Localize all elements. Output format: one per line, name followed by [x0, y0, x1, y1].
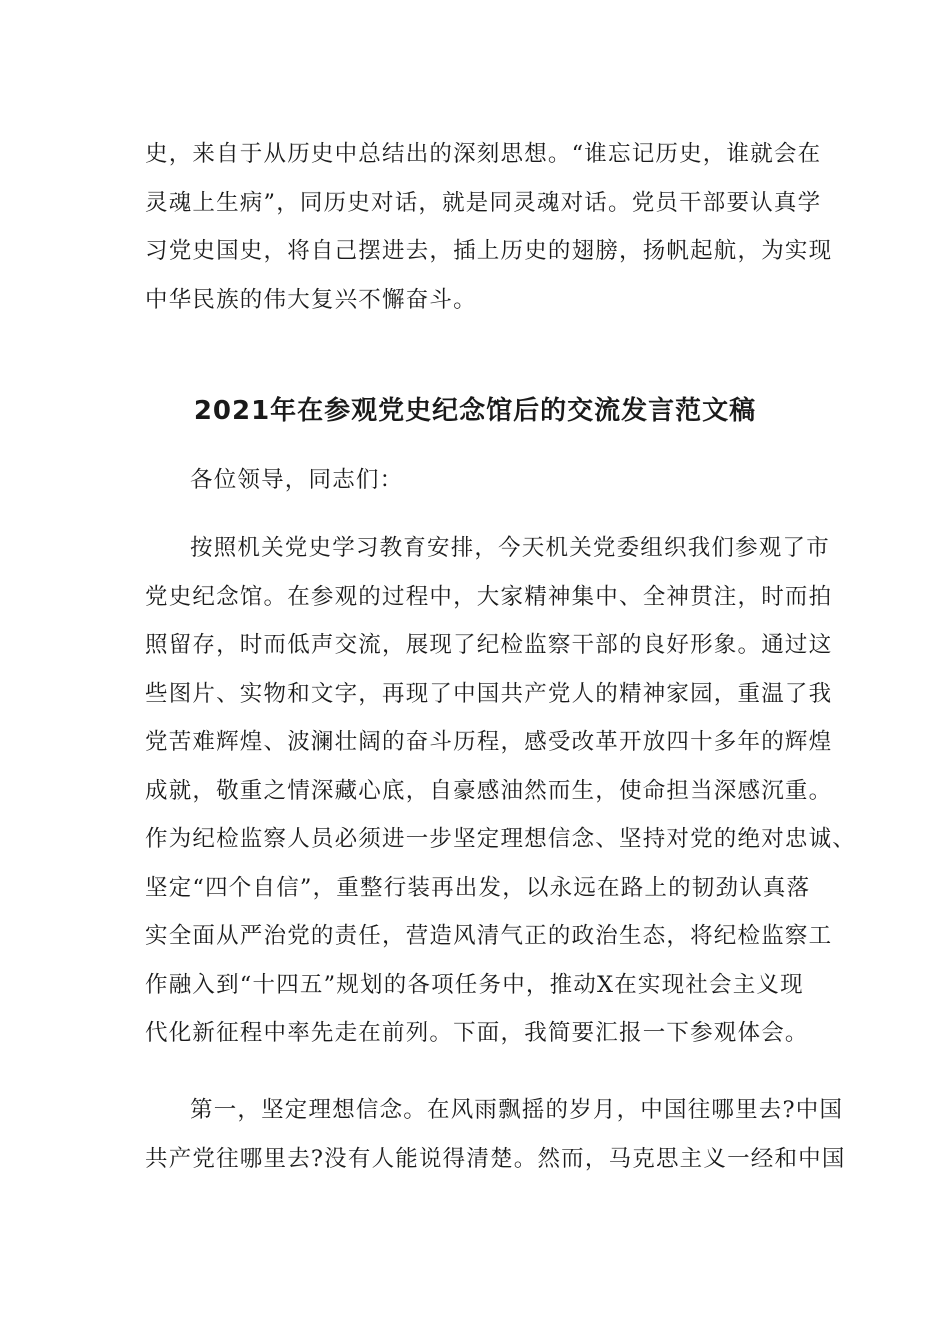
paragraph-line: 些图片、实物和文字，再现了中国共产党人的精神家园，重温了我 [145, 680, 833, 707]
paragraph-line: 成就，敬重之情深藏心底，自豪感油然而生，使命担当深感沉重。 [145, 777, 833, 804]
paragraph-line: 党史纪念馆。在参观的过程中，大家精神集中、全神贯注，时而拍 [145, 583, 833, 610]
paragraph-line: 代化新征程中率先走在前列。下面，我简要汇报一下参观体会。 [145, 1020, 809, 1046]
document-title: 2021年在参观党史纪念馆后的交流发言范文稿 [193, 396, 757, 426]
paragraph-line: 共产党往哪里去?没有人能说得清楚。然而，马克思主义一经和中国 [145, 1145, 846, 1172]
paragraph-line: 习党史国史，将自己摆进去，插上历史的翅膀，扬帆起航，为实现 [145, 238, 833, 264]
paragraph-first-point [145, 1086, 846, 1183]
paragraph-line: 灵魂上生病”，同历史对话，就是同灵魂对话。党员干部要认真学 [145, 189, 822, 216]
paragraph-intro [145, 524, 857, 1058]
paragraph-line: 作为纪检监察人员必须进一步坚定理想信念、坚持对党的绝对忠诚、 [145, 826, 857, 852]
paragraph-line: 坚定“四个自信”，重整行装再出发，以永远在路上的韧劲认真落 [145, 874, 811, 901]
salutation: 各位领导，同志们： [190, 467, 404, 493]
paragraph-line: 实全面从严治党的责任，营造风清气正的政治生态，将纪检监察工 [145, 923, 833, 949]
paragraph-line: 照留存，时而低声交流，展现了纪检监察干部的良好形象。通过这 [145, 632, 833, 658]
paragraph-line: 第一，坚定理想信念。在风雨飘摇的岁月，中国往哪里去?中国 [190, 1097, 844, 1123]
paragraph-line: 按照机关党史学习教育安排，今天机关党委组织我们参观了市 [190, 535, 830, 561]
paragraph-line: 史，来自于从历史中总结出的深刻思想。“谁忘记历史，谁就会在 [145, 141, 822, 167]
paragraph-line: 中华民族的伟大复兴不懈奋斗。 [145, 286, 477, 313]
paragraph-line: 作融入到“十四五”规划的各项任务中，推动X在实现社会主义现 [145, 971, 804, 998]
paragraph-line: 党苦难辉煌、波澜壮阔的奋斗历程，感受改革开放四十多年的辉煌 [145, 729, 833, 755]
paragraph-continued [145, 130, 833, 324]
